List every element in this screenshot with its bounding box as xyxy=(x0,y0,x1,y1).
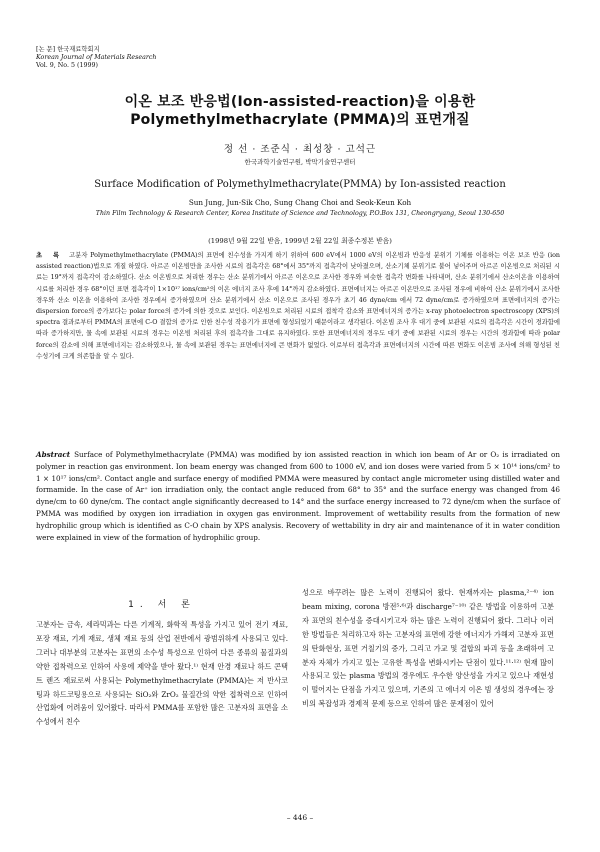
received-date: (1998년 9월 22일 받음, 1999년 2월 22일 최종수정본 받음) xyxy=(208,237,392,245)
journal-header xyxy=(36,46,156,70)
abstract-korean-text: 고분자 Polymethylmethacrylate (PMMA)의 표면에 친수성을 가지게 하기 위하여 600 eV에서 1000 eV의 이온빔과 반응성 분위기 기체를 이용하는 이온 보조 반응 (ion assisted reaction)법으로 개질 하였다. 아르곤 이온빔만을 조사한 시료의 접촉각은 68°에서 35°까지 접촉각이 낮아졌으며, 산소기체 분위기로 불어 넣어주며 아르곤 이온빔으로 처리된 시료는 19°까지 접촉각이 감소하였다. 산소 이온빔으로 처리한 경우는 산소 분위기에서 아르곤 이온으로 조사한 경우와 비슷한 접촉각 변화를 나타내며, 산소 분위기에서 산소이온을 이용하여 시료를 처리한 경우 68°이던 표면 접촉각이 1×10¹⁷ ions/cm²의 이온 에너지 조사 후에 14°까지 감소하였다. 표면에너지는 아르곤 이온만으로 조사된 경우에 비하여 산소 분위기에서 조사한 경우와 산소 이온을 이용하여 조사한 경우에서 증가하였으며 산소 분위기에서 산소 이온으로 조사된 경우가 초기 46 dyne/cm 에서 72 dyne/cm로 증가하였으며 표면에너지의 증가는 dispersion force의 증가보다는 polar force의 증가에 의한 것으로 보인다. 이온빔으로 처리된 시료의 접착각 감소와 표면에너지의 증가는 x-ray photoelectron spectroscopy (XPS)의 spectra 결과로부터 PMMA의 표면에 C-O 결합의 증가로 인한 친수성 작용기가 표면에 형성되었기 때문이라고 생각된다. 이온빔 조사 후 대기 중에 보관된 시료의 접촉각은 시간이 경과함에 따라 증가하지만, 물 속에 보관된 시료의 경우는 이온빔 처리된 후의 접촉각을 그대로 유지하였다. 또한 표면에너지의 경우도 대기 중에 보관된 시료의 경우는 시간의 경과함에 따라 polar force의 감소에 의해 표면에너지는 감소하였으나, 물 속에 보관된 경우는 표면에너지에 큰 변화가 없었다. 이로부터 접촉각과 표면에너지의 시간에 따른 변화도 이온빔 조사에 의해 형성된 친수성기에 크게 의존함을 알 수 있다. xyxy=(36,252,560,360)
abstract-english xyxy=(36,449,560,543)
abstract-english-label: Abstract xyxy=(36,450,71,459)
title-korean-line-2: Polymethylmethacrylate (PMMA)의 표면개질 xyxy=(130,112,470,128)
page-number: – 446 – xyxy=(286,813,314,822)
journal-line-1: [논 문] 한국재료학회지 xyxy=(36,46,100,53)
journal-line-3: Vol. 9, No. 5 (1999) xyxy=(36,62,98,69)
section-1-heading: 1. 서 론 xyxy=(128,600,196,610)
authors-korean: 정 선 · 조준식 · 최성창 · 고석근 xyxy=(223,144,377,155)
journal-line-2: Korean Journal of Materials Research xyxy=(36,54,157,61)
affiliation-english: Thin Film Technology & Research Center, Korea Institute of Science and Technology, P.O.Box 131, Cheongryang, Seoul 130-650 xyxy=(95,210,505,217)
abstract-english-text: Surface of Polymethylmethacrylate (PMMA) was modified by ion assisted reaction in which ion beam of Ar or O₂ is irradiated on polymer in reaction gas environment. Ion beam energy was changed from 600 to 1000 eV, and ion doses were varied from 5 × 10¹⁴ ions/cm² to 1 × 10¹⁷ ions/cm². Contact angle and surface energy of modified PMMA were measured by contact angle micrometer using distilled water and formamide. In the case of Ar⁺ ion irradiation only, the contact angle reduced from 68° to 35° and the surface energy was changed from 46 dyne/cm to 60 dyne/cm. The contact angle significantly decreased to 14° and the surface energy increased to 72 dyne/cm when the surface of PMMA was modified by oxygen ion irradiation in oxygen gas environment. Improvement of wettability results from the formation of new hydrophilic group which is identified as C-O chain by XPS analysis. Recovery of wettability in dry air and maintenance of it in water condition were explained in view of the formation of hydrophilic group. xyxy=(36,450,560,542)
authors-english: Sun Jung, Jun-Sik Cho, Sung Chang Choi and Seok-Keun Koh xyxy=(188,198,412,207)
title-korean-line-1: 이온 보조 반응법(Ion-assisted-reaction)을 이용한 xyxy=(124,94,476,110)
section-1-right-column: 성으로 바꾸려는 많은 노력이 진행되어 왔다. 현재까지는 plasma,²⁻⁴⁾ ion beam mixing, corona 방전⁵·⁶⁾과 discharge⁷⁻¹⁰⁾ 같은 방법을 이용하여 고분자 표면의 친수성을 증대시키고자 하는 많은 노력이 진행되어 왔다. 그러나 이러한 방법들은 처리하고자 하는 고분자의 표면에 강한 에너지가 가해져 고분자 표면의 탄화현상, 표면 거칠기의 증가, 그리고 가교 및 결합의 파괴 등을 초래하여 고분자 자체가 가지고 있는 고유한 특성을 변화시키는 단점이 있다.¹¹·¹²⁾ 현재 많이 사용되고 있는 plasma 방법의 경우에도 우수한 양산성을 가지고 있으나 재현성이 떨어지는 단점을 가지고 있으며, 기존의 고 에너지 이온 빔 생성의 경우에는 장비의 복잡성과 경제적 문제 등으로 인하여 많은 문제점이 있어 xyxy=(302,588,554,709)
title-english: Surface Modification of Polymethylmethacrylate(PMMA) by Ion-assisted reaction xyxy=(94,179,506,190)
abstract-korean xyxy=(36,250,560,362)
abstract-korean-label: 초 록 xyxy=(36,252,64,259)
section-1-left-column: 고분자는 금속, 세라믹과는 다른 기계적, 화학적 특성을 가지고 있어 전기 재료, 포장 재료, 기계 재료, 생체 재료 등의 산업 전반에서 광범위하게 사용되고 있다. 그러나 대부분의 고분자는 표면의 소수성 특성으로 인하여 다른 종류의 물질과의 약한 접착력으로 인하여 사용에 제약을 받아 왔다.¹⁾ 현재 안경 재료나 하드 콘택트 렌즈 재료로써 사용되는 Polymethylmethacrylate (PMMA)는 저 반사코팅과 하드코팅용으로 사용되는 SiO₂와 ZrO₂ 물질간의 약한 접착력으로 인하여 산업화에 어려움이 있어왔다. 따라서 PMMA를 포함한 많은 고분자의 표면을 소수성에서 친수 xyxy=(36,620,288,727)
affiliation-korean: 한국과학기술연구원, 박막기술연구센터 xyxy=(244,158,356,166)
